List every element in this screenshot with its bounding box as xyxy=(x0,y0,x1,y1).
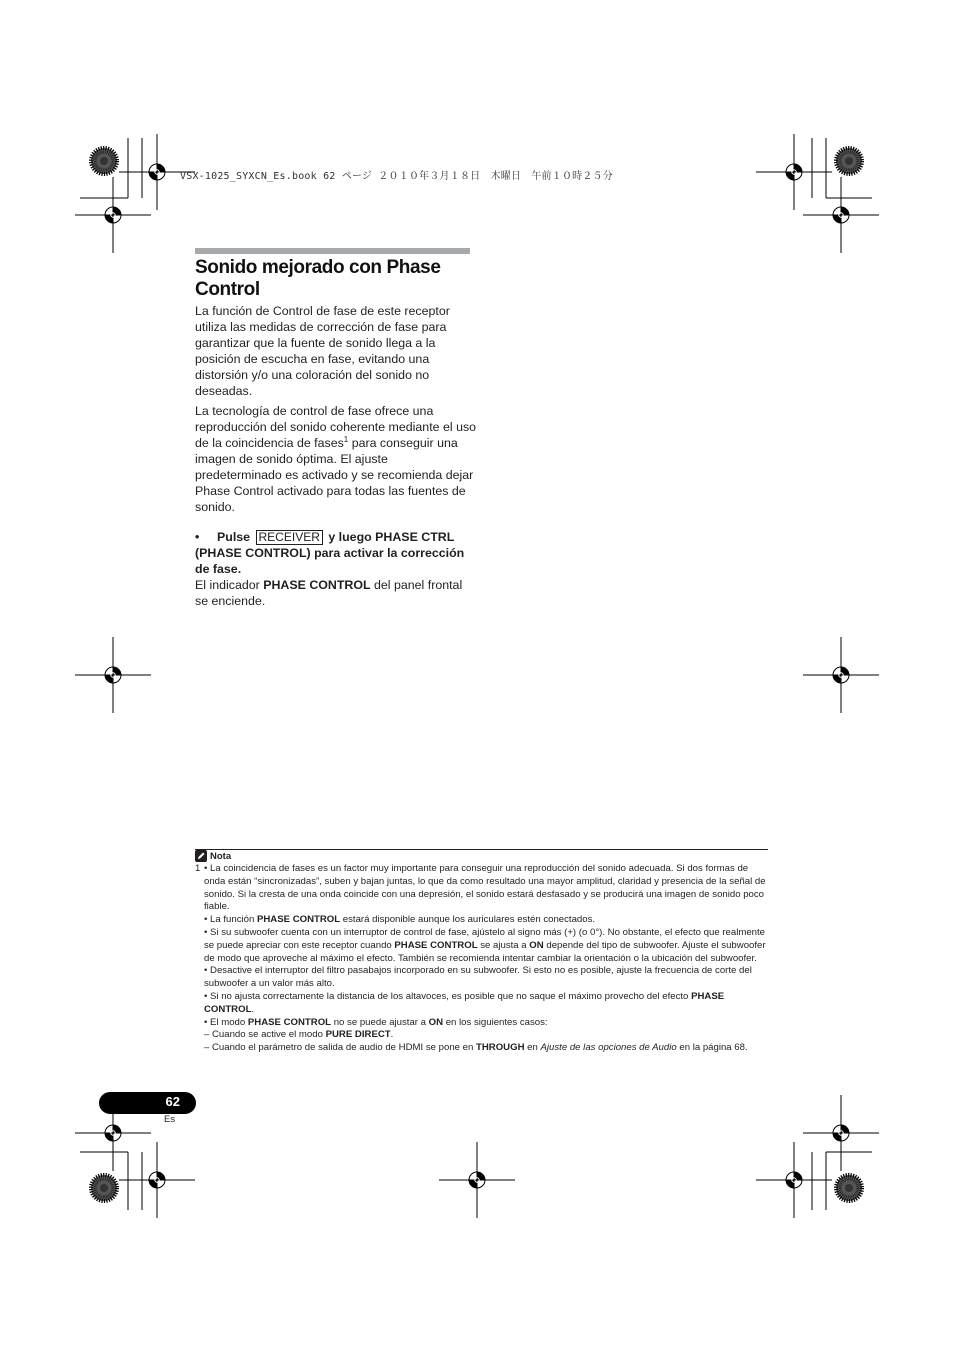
technology-paragraph xyxy=(195,403,477,515)
page-number: 62 xyxy=(165,1094,180,1109)
footnote-item: • El modo PHASE CONTROL no se puede ajustar a ON en los siguientes casos: xyxy=(204,1016,548,1028)
intro-paragraph xyxy=(195,303,477,399)
note-heading xyxy=(195,850,231,862)
technology-text-a: La tecnología de control de fase ofrece una reproducción del sonido coherente mediante el uso de la coincidencia de fases xyxy=(195,404,477,450)
step-pre: Pulse xyxy=(217,530,251,544)
note-heading-label: Nota xyxy=(210,850,232,862)
footnote-item: – Cuando se active el modo PURE DIRECT. xyxy=(204,1029,394,1041)
result-text-c: del panel frontal se enciende. xyxy=(195,578,463,608)
footnote-item: • Si su subwoofer cuenta con un interruptor de control de fase, ajústelo al signo más (+) (o 0°). No obstante, el efecto que realmente se puede apreciar con este receptor cuando PHASE CONTROL se ajusta a ON depende del tipo de subwoofer. Ajuste el subwoofer de modo que aproveche al máximo el efecto. También se recomienda intentar cambiar la orientación o la ubicación del subwoofer. xyxy=(204,926,766,964)
page-language: Es xyxy=(164,1114,176,1125)
result-text-a: El indicador xyxy=(195,578,264,592)
technology-text-b: para conseguir una imagen de sonido óptima. El ajuste predeterminado es activado y se recomienda dejar Phase Control activado para todas las fuentes de sonido. xyxy=(195,436,474,514)
intro-paragraph-text: La función de Control de fase de este receptor utiliza las medidas de corrección de fase para garantizar que la fuente de sonido llega a la posición de escucha en fase, evitando una distorsión y/o una coloración del sonido no deseadas. xyxy=(195,304,450,398)
note-pencil-icon xyxy=(195,850,207,862)
footnote-number: 1 xyxy=(195,863,201,874)
footnote-item: • La coincidencia de fases es un factor muy importante para conseguir una reproducción del sonido adecuada. Si dos formas de onda están “sincronizadas”, suben y bajan juntas, lo que da como resultado una mayor amplitud, claridad y presencia de la señal de sonido. Si la cresta de una onda coincide con una depresión, el sonido estará desfasado y se producirá una imagen de sonido poco fiable. xyxy=(204,863,766,913)
instruction-step xyxy=(195,529,477,577)
footnote-ref: 1 xyxy=(343,434,349,444)
section-title: Sonido mejorado con Phase Control xyxy=(195,257,441,300)
page-number-badge xyxy=(99,1092,196,1114)
footnotes xyxy=(195,863,770,1055)
phase-control-indicator: PHASE CONTROL xyxy=(263,578,371,592)
step-post: y luego PHASE CTRL (PHASE CONTROL) para activar la corrección de fase. xyxy=(195,530,465,576)
section-divider-bar xyxy=(195,248,470,254)
receiver-button-label: RECEIVER xyxy=(256,530,323,545)
step-bullet: • xyxy=(195,530,200,544)
footnote-item: – Cuando el parámetro de salida de audio de HDMI se pone en THROUGH en Ajuste de las opciones de Audio en la página 68. xyxy=(204,1042,748,1054)
print-header-slug: VSX-1025_SYXCN_Es.book 62 ページ ２０１０年３月１８日 木曜日 午前１０時２５分 xyxy=(180,171,613,182)
footnote-item: • Desactive el interruptor del filtro pasabajos incorporado en su subwoofer. Si esto no es posible, ajuste la frecuencia de corte del subwoofer a un valor más alto. xyxy=(204,965,752,990)
step-result xyxy=(195,577,477,609)
footnote-item: • Si no ajusta correctamente la distancia de los altavoces, es posible que no saque el máximo provecho del efecto PHASE CONTROL. xyxy=(204,990,725,1015)
note-rule xyxy=(195,849,768,850)
footnote-item: • La función PHASE CONTROL estará disponible aunque los auriculares estén conectados. xyxy=(204,914,596,926)
